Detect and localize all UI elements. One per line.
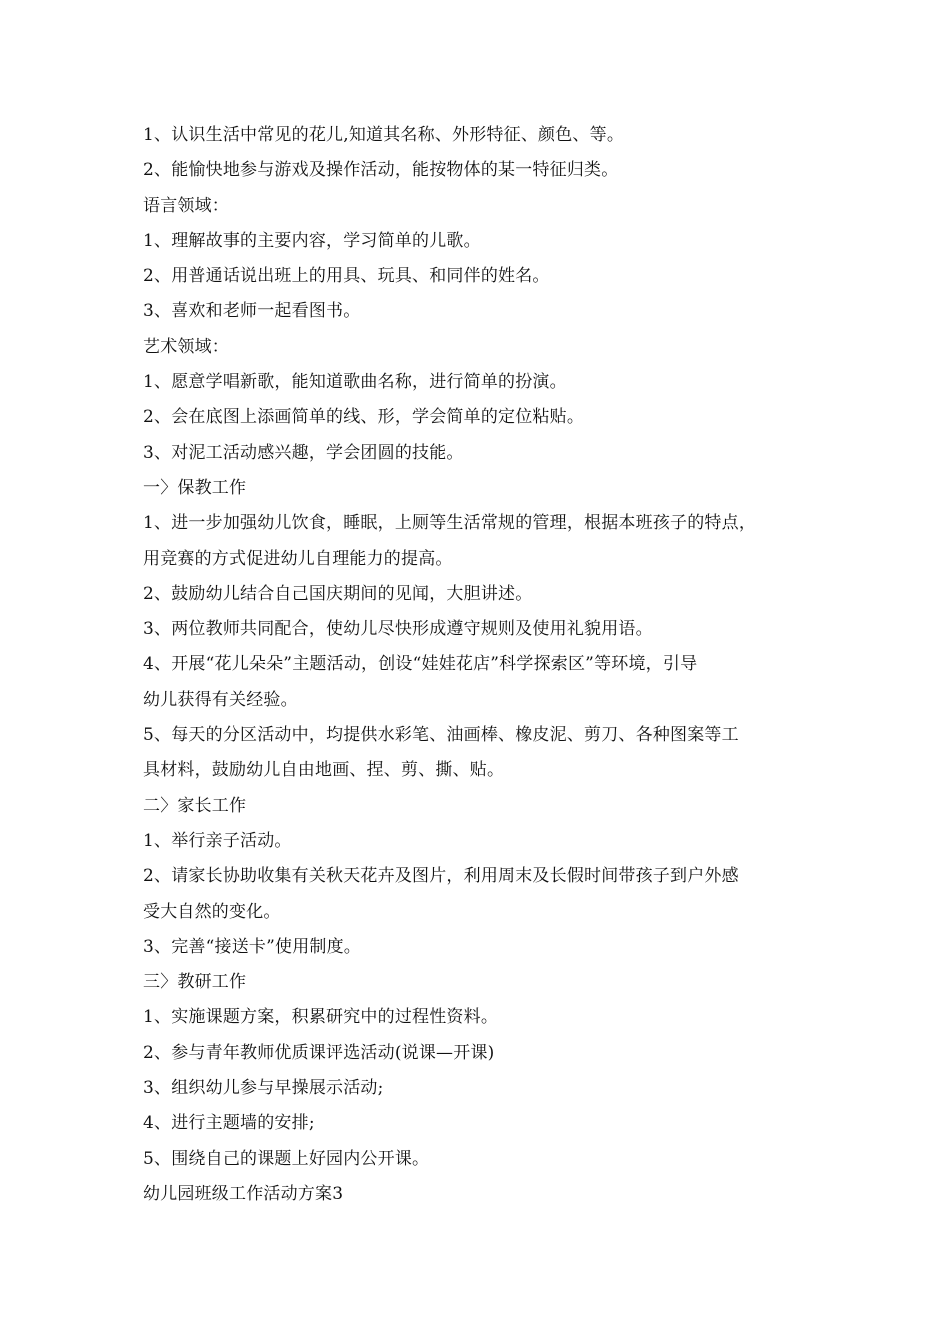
text-line: 1、理解故事的主要内容，学习简单的儿歌。	[143, 230, 481, 251]
text-line: 3、对泥工活动感兴趣，学会团圆的技能。	[143, 442, 464, 463]
text-line: 5、围绕自己的课题上好园内公开课。	[143, 1148, 430, 1169]
text-line: 1、愿意学唱新歌，能知道歌曲名称，进行简单的扮演。	[143, 372, 567, 393]
text-line: 3、组织幼儿参与早操展示活动;	[143, 1078, 384, 1099]
section-heading: 一〉保教工作	[143, 477, 247, 498]
text-line: 4、开展“花儿朵朵”主题活动，创设“娃娃花店”科学探索区”等环境，引导	[143, 654, 698, 675]
text-line: 1、举行亲子活动。	[143, 830, 292, 851]
text-line: 2、用普通话说出班上的用具、玩具、和同伴的姓名。	[143, 266, 550, 287]
section-heading: 二〉家长工作	[143, 795, 247, 816]
text-line: 2、能愉快地参与游戏及操作活动，能按物体的某一特征归类。	[143, 160, 619, 181]
text-line: 3、两位教师共同配合，使幼儿尽快形成遵守规则及使用礼貌用语。	[143, 619, 653, 640]
text-line: 5、每天的分区活动中，均提供水彩笔、油画棒、橡皮泥、剪刀、各种图案等工	[143, 725, 739, 746]
text-line: 2、鼓励幼儿结合自己国庆期间的见闻，大胆讲述。	[143, 583, 533, 604]
text-line: 幼儿获得有关经验。	[143, 689, 298, 710]
text-line: 1、进一步加强幼儿饮食，睡眠，上厕等生活常规的管理，根据本班孩子的特点，	[143, 513, 757, 534]
text-line: 2、参与青年教师优质课评选活动(说课—开课)	[143, 1042, 495, 1063]
section-heading: 艺术领域：	[143, 336, 229, 357]
text-line: 3、完善“接送卡”使用制度。	[143, 936, 361, 957]
text-line: 2、会在底图上添画简单的线、形，学会简单的定位粘贴。	[143, 407, 585, 428]
text-line: 2、请家长协助收集有关秋天花卉及图片，利用周末及长假时间带孩子到户外感	[143, 866, 739, 887]
text-line: 具材料，鼓励幼儿自由地画、捏、剪、撕、贴。	[143, 760, 505, 781]
document-body	[143, 118, 823, 1212]
text-line: 3、喜欢和老师一起看图书。	[143, 301, 361, 322]
text-line: 受大自然的变化。	[143, 901, 281, 922]
text-line: 1、实施课题方案，积累研究中的过程性资料。	[143, 1007, 499, 1028]
text-line: 4、进行主题墙的安排;	[143, 1113, 315, 1134]
text-line: 用竞赛的方式促进幼儿自理能力的提高。	[143, 548, 453, 569]
section-heading: 语言领域：	[143, 195, 229, 216]
document-subtitle: 幼儿园班级工作活动方案3	[143, 1183, 344, 1204]
text-line: 1、认识生活中常见的花儿,知道其名称、外形特征、颜色、等。	[143, 125, 625, 145]
section-heading: 三〉教研工作	[143, 972, 247, 993]
